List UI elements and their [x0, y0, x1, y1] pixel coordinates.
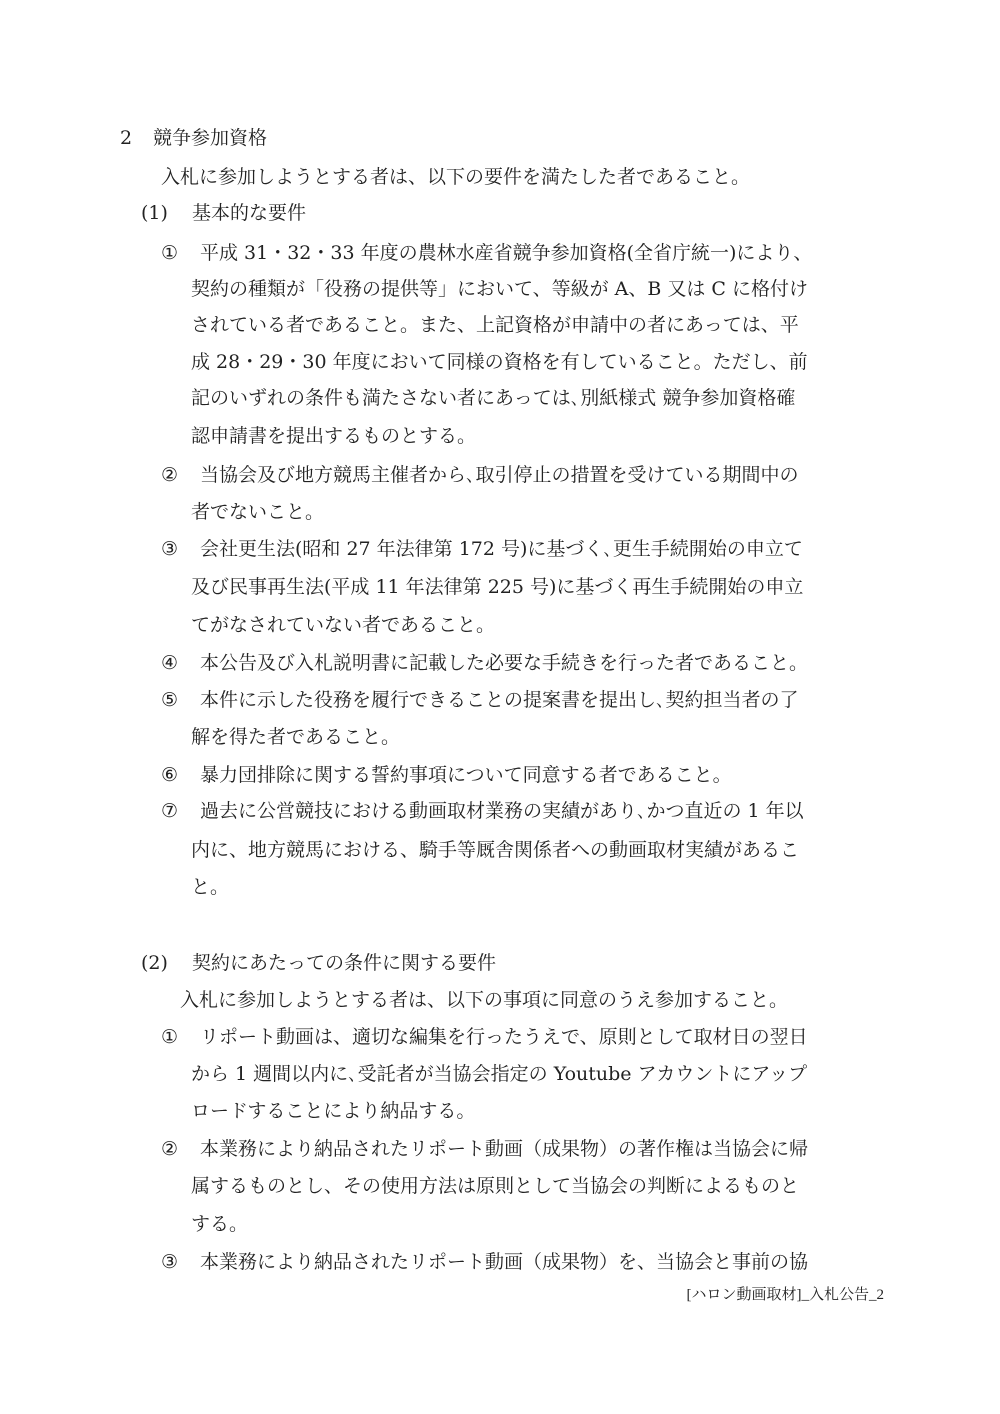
list-item — [0, 235, 1000, 271]
list-item-continuation — [0, 869, 1000, 905]
list-item — [0, 457, 1000, 493]
list-item-continuation — [0, 307, 1000, 343]
subsection-1-heading — [0, 195, 1000, 231]
item-text: 及び民事再生法(平成 11 年法律第 225 号)に基づく再生手続開始の申立 — [191, 576, 804, 598]
list-item — [0, 757, 1000, 793]
list-item — [0, 1131, 1000, 1167]
subsection-1-label: (1) — [141, 202, 168, 224]
item-text: 本業務により納品されたリポート動画（成果物）を、当協会と事前の協 — [200, 1251, 809, 1273]
item-mark: ① — [161, 242, 179, 264]
item-text: と。 — [191, 876, 230, 898]
list-item-continuation — [0, 1056, 1000, 1092]
item-text: 暴力団排除に関する誓約事項について同意する者であること。 — [200, 764, 732, 786]
list-item-continuation — [0, 1206, 1000, 1242]
subsection-2-title: 契約にあたっての条件に関する要件 — [192, 952, 497, 974]
list-item-continuation — [0, 271, 1000, 307]
item-text: 本業務により納品されたリポート動画（成果物）の著作権は当協会に帰 — [200, 1138, 809, 1160]
item-text: 平成 31・32・33 年度の農林水産省競争参加資格(全省庁統一)により、 — [200, 242, 813, 264]
list-item-continuation — [0, 380, 1000, 416]
intro-paragraph — [0, 159, 1000, 195]
page-footer: [ハロン動画取材]_入札公告_2 — [686, 1287, 884, 1303]
item-text: されている者であること。また、上記資格が申請中の者にあっては、平 — [191, 314, 799, 336]
item-mark: ⑤ — [161, 689, 179, 711]
intro-paragraph — [0, 982, 1000, 1018]
item-text: 記のいずれの条件も満たさない者にあっては､別紙様式 競争参加資格確 — [191, 387, 796, 409]
list-item-continuation — [0, 1093, 1000, 1129]
list-item — [0, 793, 1000, 829]
list-item — [0, 531, 1000, 567]
item-text: 過去に公営競技における動画取材業務の実績があり､かつ直近の 1 年以 — [200, 800, 804, 822]
item-mark: ④ — [161, 652, 179, 674]
item-mark: ② — [161, 1138, 179, 1160]
list-item-continuation — [0, 494, 1000, 530]
item-text: てがなされていない者であること。 — [191, 614, 496, 636]
subsection-1-title: 基本的な要件 — [192, 202, 307, 224]
list-item-continuation — [0, 719, 1000, 755]
item-text: 会社更生法(昭和 27 年法律第 172 号)に基づく､更生手続開始の申立て — [200, 538, 803, 560]
item-text: 内に、地方競馬における、騎手等厩舎関係者への動画取材実績があるこ — [191, 839, 800, 861]
item-text: 契約の種類が「役務の提供等」において、等級が A、B 又は C に格付け — [191, 278, 809, 300]
item-mark: ⑦ — [161, 800, 179, 822]
list-item — [0, 1244, 1000, 1280]
list-item-continuation — [0, 607, 1000, 643]
item-text: 成 28・29・30 年度において同様の資格を有していること。ただし、前 — [191, 351, 808, 373]
item-text: 認申請書を提出するものとする。 — [191, 425, 477, 447]
item-text: する。 — [191, 1213, 249, 1235]
item-text: 本公告及び入札説明書に記載した必要な手続きを行った者であること。 — [200, 652, 809, 674]
list-item — [0, 645, 1000, 681]
list-item — [0, 1019, 1000, 1055]
list-item-continuation — [0, 344, 1000, 380]
item-text: 本件に示した役務を履行できることの提案書を提出し､契約担当者の了 — [200, 689, 799, 711]
list-item-continuation — [0, 1168, 1000, 1204]
intro-text: 入札に参加しようとする者は、以下の要件を満たした者であること。 — [161, 166, 751, 188]
item-mark: ① — [161, 1026, 179, 1048]
item-text: リポート動画は、適切な編集を行ったうえで、原則として取材日の翌日 — [200, 1026, 808, 1048]
intro-text: 入札に参加しようとする者は、以下の事項に同意のうえ参加すること。 — [180, 989, 789, 1011]
item-mark: ③ — [161, 1251, 179, 1273]
item-text: から 1 週間以内に､受託者が当協会指定の Youtube アカウントにアップ — [191, 1063, 808, 1085]
item-text: ロードすることにより納品する。 — [191, 1100, 476, 1122]
subsection-2-label: (2) — [141, 952, 168, 974]
item-text: 者でないこと。 — [191, 501, 325, 523]
item-mark: ⑥ — [161, 764, 179, 786]
subsection-2-heading — [0, 945, 1000, 981]
list-item-continuation — [0, 418, 1000, 454]
section-number: 2 — [120, 127, 133, 149]
list-item — [0, 682, 1000, 718]
item-text: 当協会及び地方競馬主催者から､取引停止の措置を受けている期間中の — [200, 464, 799, 486]
list-item-continuation — [0, 569, 1000, 605]
list-item-continuation — [0, 832, 1000, 868]
item-mark: ③ — [161, 538, 179, 560]
item-mark: ② — [161, 464, 179, 486]
section-heading — [0, 120, 1000, 156]
item-text: 属するものとし、その使用方法は原則として当協会の判断によるものと — [191, 1175, 800, 1197]
item-text: 解を得た者であること。 — [191, 726, 401, 748]
section-title: 競争参加資格 — [153, 127, 268, 149]
